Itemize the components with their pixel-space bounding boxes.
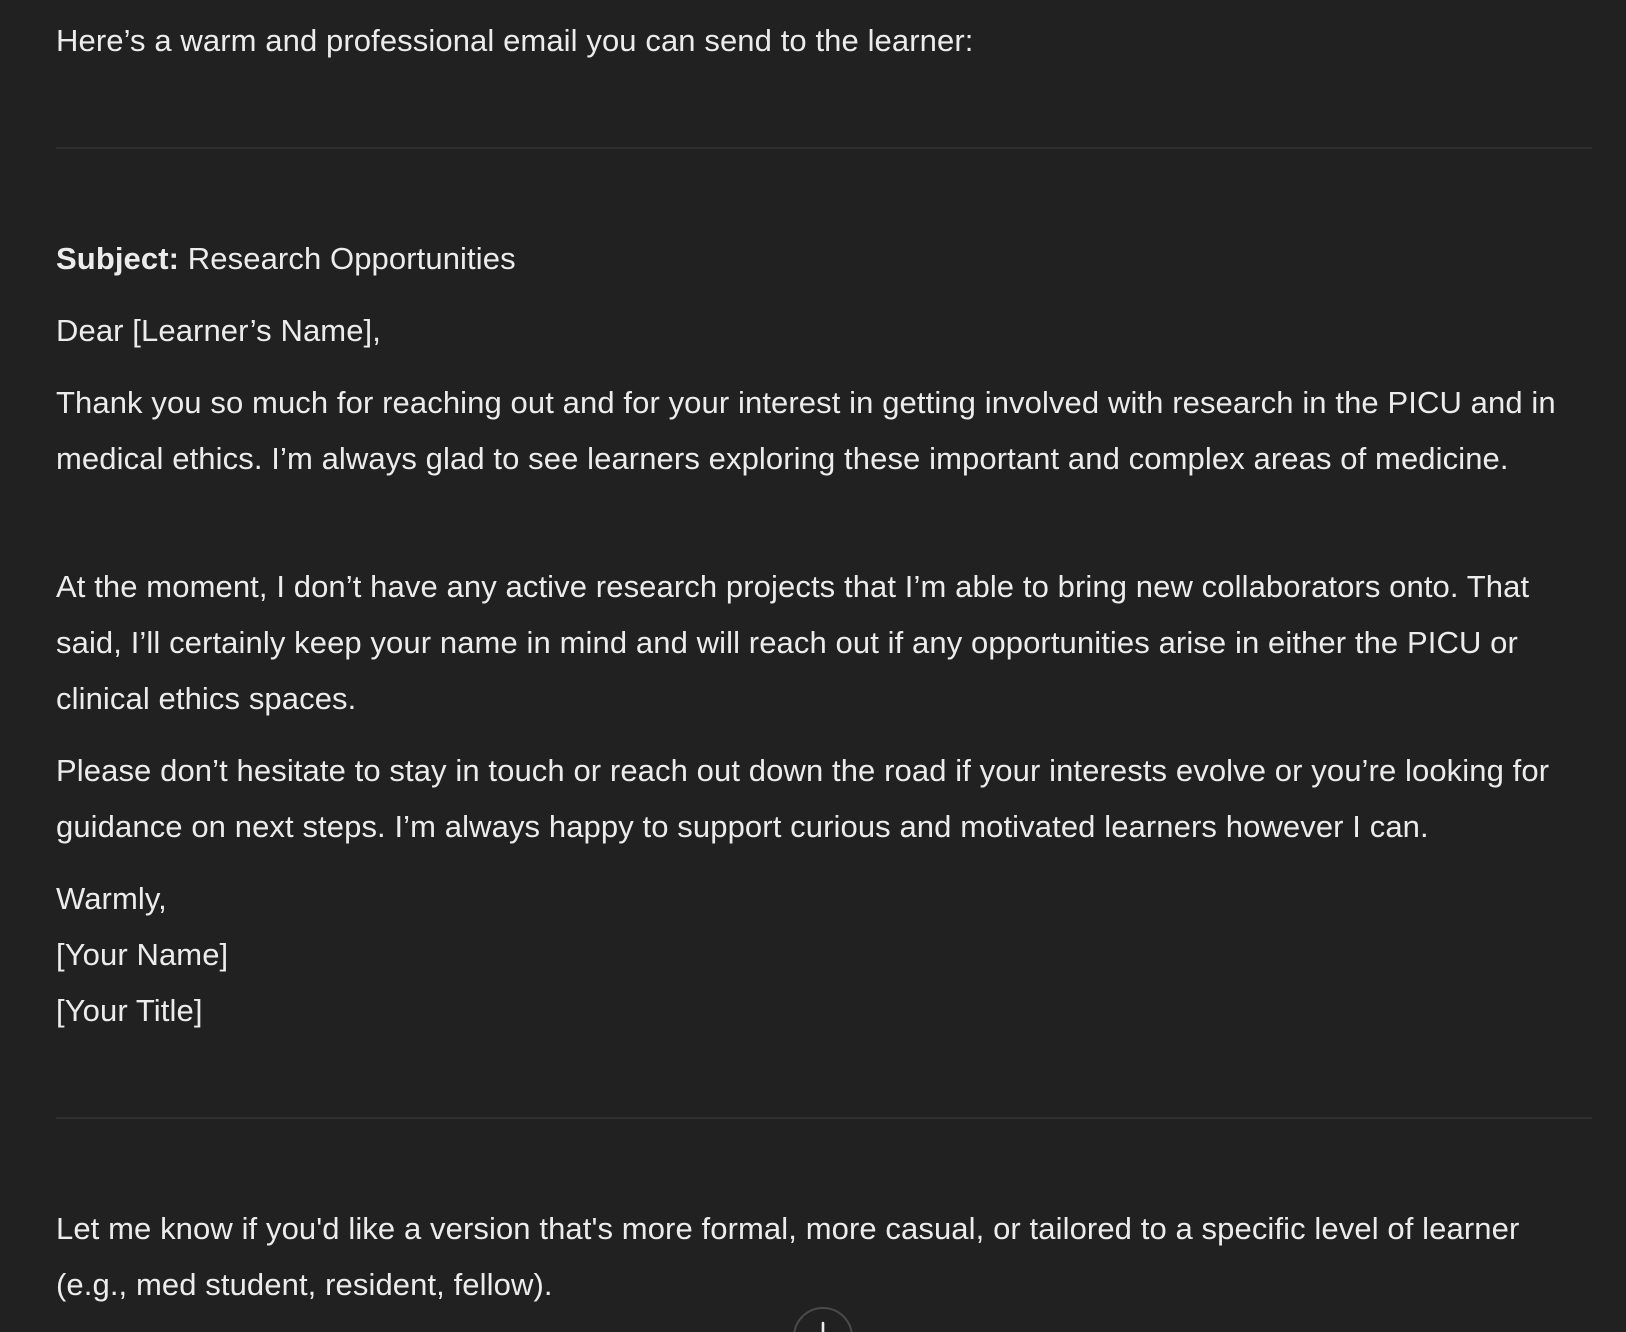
email-subject-line bbox=[56, 231, 516, 287]
email-subject-value: Research Opportunities bbox=[179, 241, 516, 276]
message-intro: Here’s a warm and professional email you can send to the learner: bbox=[56, 23, 974, 58]
email-signoff: Warmly, bbox=[56, 881, 167, 916]
email-paragraph: At the moment, I don’t have any active research projects that I’m able to bring new collaborators onto. That said, I’ll certainly keep your name in mind and will reach out if any opportunities arise in either the PICU or clinical ethics spaces. bbox=[56, 569, 1530, 716]
email-name-placeholder: [Your Name] bbox=[56, 937, 229, 972]
email-signature bbox=[56, 871, 228, 1039]
email-paragraph: Please don’t hesitate to stay in touch or reach out down the road if your interests evolve or you’re looking for guidance on next steps. I’m always happy to support curious and motivated learners however I can. bbox=[56, 753, 1550, 844]
arrow-down-icon bbox=[812, 1321, 834, 1332]
divider bbox=[56, 1117, 1592, 1119]
email-subject-label: Subject: bbox=[56, 241, 180, 276]
email-paragraph: Thank you so much for reaching out and for your interest in getting involved with research in the PICU and in medical ethics. I’m always glad to see learners exploring these important and complex areas of medicine. bbox=[56, 385, 1556, 476]
message-closing: Let me know if you'd like a version that's more formal, more casual, or tailored to a specific level of learner (e.g., med student, resident, fellow). bbox=[56, 1211, 1520, 1302]
email-title-placeholder: [Your Title] bbox=[56, 993, 203, 1028]
email-greeting: Dear [Learner’s Name], bbox=[56, 313, 381, 348]
divider bbox=[56, 147, 1592, 149]
